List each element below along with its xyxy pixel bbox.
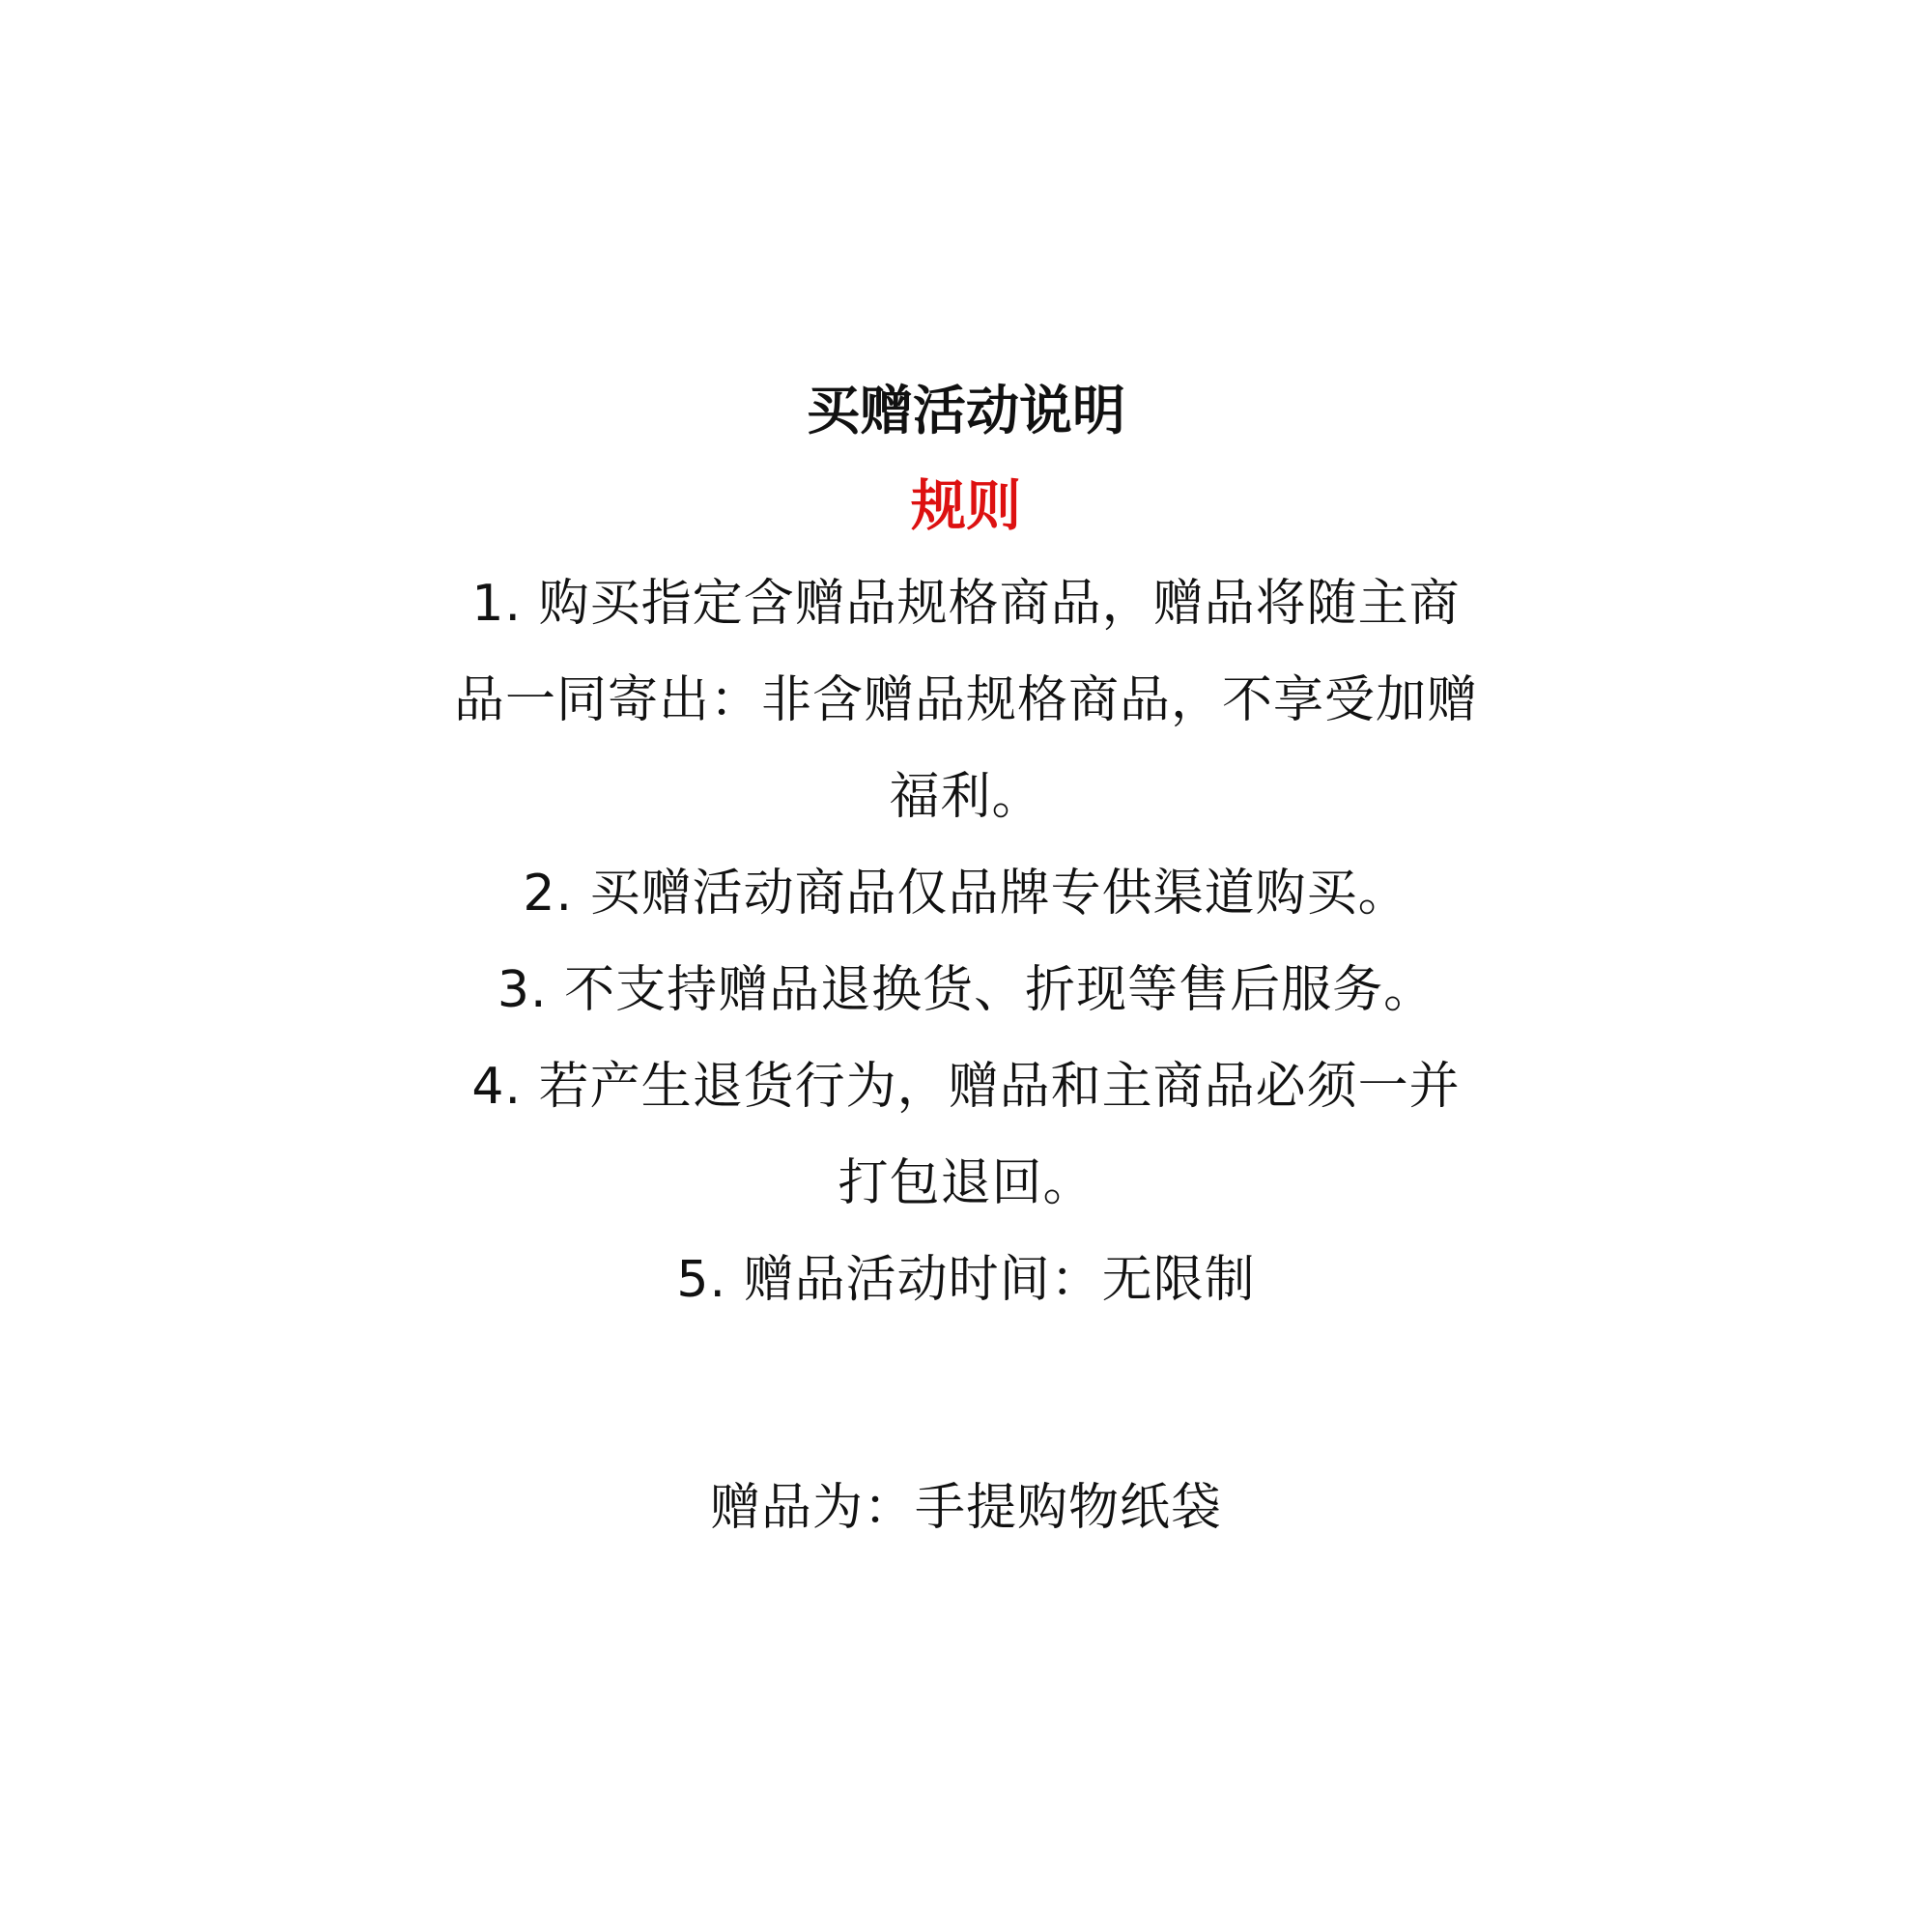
rule-line: 4. 若产生退货行为，赠品和主商品必须一并 <box>471 1058 1461 1116</box>
rule-line: 品一同寄出：非含赠品规格商品，不享受加赠 <box>453 671 1478 729</box>
rule-line: 1. 购买指定含赠品规格商品，赠品将随主商 <box>471 575 1461 633</box>
rule-line: 5. 赠品活动时间：无限制 <box>676 1251 1256 1309</box>
gift-note: 赠品为：手提购物纸袋 <box>709 1479 1222 1537</box>
rule-line: 福利。 <box>889 768 1043 826</box>
rule-line: 2. 买赠活动商品仅品牌专供渠道购买。 <box>523 865 1409 923</box>
rule-line: 打包退回。 <box>838 1154 1094 1212</box>
page-title: 买赠活动说明 <box>806 380 1125 441</box>
rules-heading: 规则 <box>911 474 1021 538</box>
rule-line: 3. 不支持赠品退换货、折现等售后服务。 <box>497 961 1435 1019</box>
